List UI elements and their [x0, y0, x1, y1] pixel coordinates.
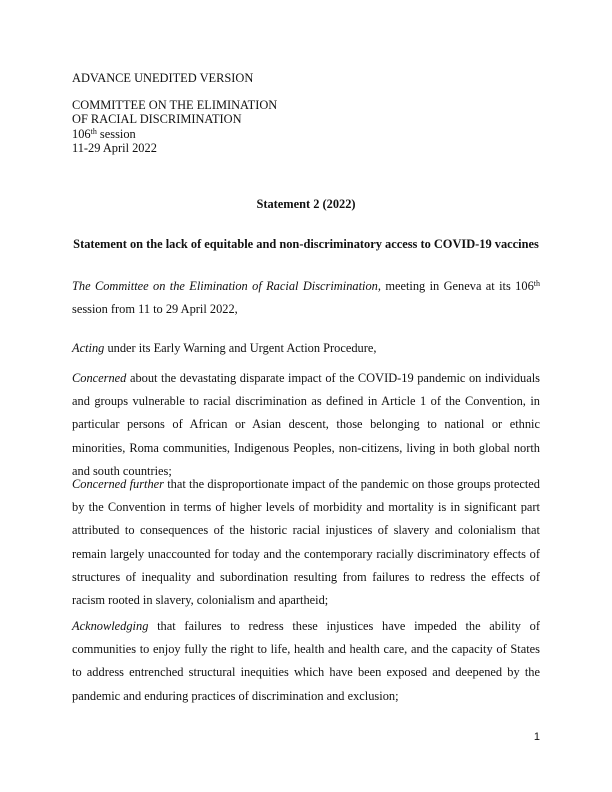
paragraph-text: meeting in Geneva at its 106	[380, 279, 534, 293]
paragraph-acting	[72, 337, 540, 360]
paragraph-text: that the disproportionate impact of the pandemic on those groups protected by the Convention in terms of higher levels of morbidity and mortality is in significant part attributed to consequences of the historic racial injustices of slavery and colonialism that remain largely unaccounted for today and the contemporary racially discriminatory effects of structures of inequality and subordination resulting from failures to redress the effects of racism rooted in slavery, colonialism and apartheid;	[72, 477, 540, 608]
paragraph-concerned-further	[72, 473, 540, 612]
paragraph-concerned	[72, 367, 540, 483]
paragraph-text: that failures to redress these injustices have impeded the ability of communities to enjoy fully the right to life, health and health care, and the capacity of States to address entrenched structural inequities which have been exposed and deepened by the pandemic and enduring practices of discrimination and exclusion;	[72, 619, 540, 703]
session-ordinal: th	[90, 126, 97, 136]
session-number: 106	[72, 126, 91, 141]
statement-title: Statement on the lack of equitable and non-discriminatory access to COVID-19 vaccines	[73, 237, 539, 251]
committee-name-line2: OF RACIAL DISCRIMINATION	[72, 112, 242, 127]
page-number: 1	[533, 731, 540, 743]
paragraph-acknowledging	[72, 615, 540, 708]
paragraph-lead-italic: Acknowledging	[72, 619, 149, 633]
session-line	[72, 127, 277, 142]
document-header	[72, 71, 277, 156]
paragraph-text: session from 11 to 29 April 2022,	[72, 302, 238, 317]
ordinal-suffix: th	[533, 279, 540, 288]
paragraph-text: about the devastating disparate impact of the COVID-19 pandemic on individuals and groups vulnerable to racial discrimination as defined in Article 1 of the Convention, in particular persons of African or Asian descent, those belonging to national or ethnic minorities, Roma communities, Indigenous Peoples, non-citizens, living in both global north and south countries;	[72, 371, 540, 478]
statement-number: Statement 2 (2022)	[256, 197, 356, 211]
paragraph-lead-italic: Concerned	[72, 371, 127, 385]
version-label: ADVANCE UNEDITED VERSION	[72, 71, 254, 85]
paragraph-committee	[72, 275, 540, 321]
paragraph-lead-italic: Acting	[72, 341, 105, 355]
committee-name-line1: COMMITTEE ON THE ELIMINATION	[72, 97, 278, 112]
paragraph-lead-italic: The Committee on the Elimination of Racial Discrimination,	[72, 279, 381, 293]
session-word: session	[96, 126, 136, 141]
session-dates: 11-29 April 2022	[72, 141, 157, 156]
paragraph-lead-italic: Concerned further	[72, 477, 164, 491]
paragraph-text: under its Early Warning and Urgent Action Procedure,	[104, 341, 377, 355]
